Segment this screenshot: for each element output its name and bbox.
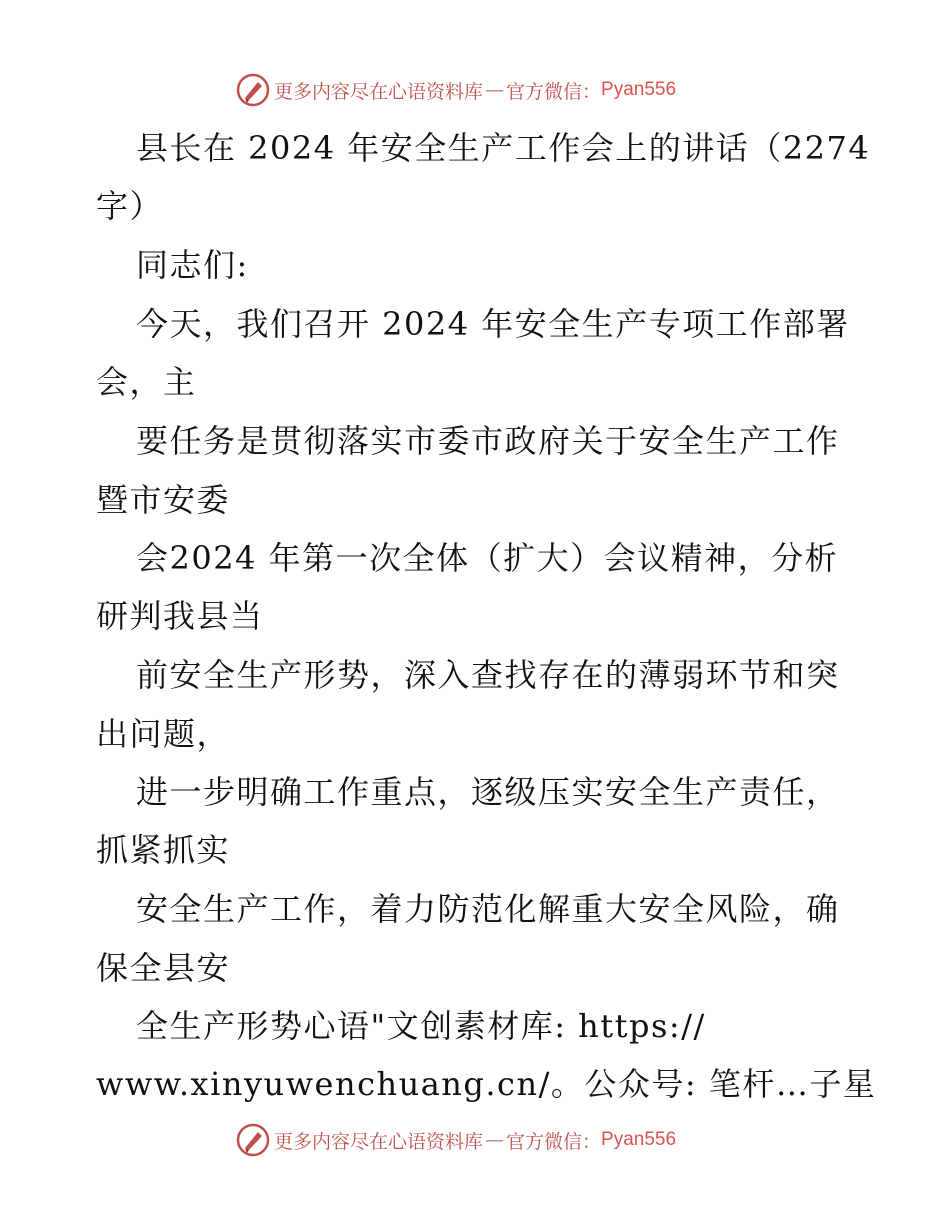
text-line: 会2024 年第一次全体（扩大）会议精神，分析 [136,539,839,577]
pen-logo-icon [236,73,270,107]
text-line: 出问题， [96,715,231,753]
text-line: 抓紧抓实 [96,831,231,869]
banner-wechat-label: 官方微信： [506,80,602,103]
footer-watermark-banner [236,1122,676,1158]
text-line: 县长在 2024 年安全生产工作会上的讲话（2274 [136,129,871,167]
banner-wechat-id: Pyan556 [601,1129,677,1150]
pen-logo-icon [236,1123,270,1157]
text-line: 要任务是贯彻落实市委市政府关于安全生产工作 [136,422,840,460]
banner-main-text: 更多内容尽在心语资料库 [274,1130,484,1153]
banner-wechat-id: Pyan556 [601,79,677,100]
text-line: 暨市安委 [96,481,231,519]
text-line: 同志们: [136,246,249,284]
text-line: 进一步明确工作重点，逐级压实安全生产责任， [136,773,840,811]
text-line: www.xinyuwenchuang.cn/。公众号: 笔杆…子星 [96,1065,877,1103]
text-line: 前安全生产形势，深入查找存在的薄弱环节和突 [136,656,840,694]
text-line: 会，主 [96,363,197,401]
header-watermark-banner [236,72,676,108]
banner-main-text: 更多内容尽在心语资料库 [274,80,484,103]
text-line: 研判我县当 [96,597,264,635]
text-line: 今天，我们召开 2024 年安全生产专项工作部署 [136,305,850,343]
text-line: 全生产形势心语"文创素材库: https:// [136,1007,706,1045]
banner-wechat-label: 官方微信： [506,1130,602,1153]
banner-dash: — [485,79,505,101]
banner-dash: — [485,1129,505,1151]
text-line: 保全县安 [96,949,231,987]
text-line: 安全生产工作，着力防范化解重大安全风险，确 [136,890,840,928]
text-line: 字） [96,187,164,225]
